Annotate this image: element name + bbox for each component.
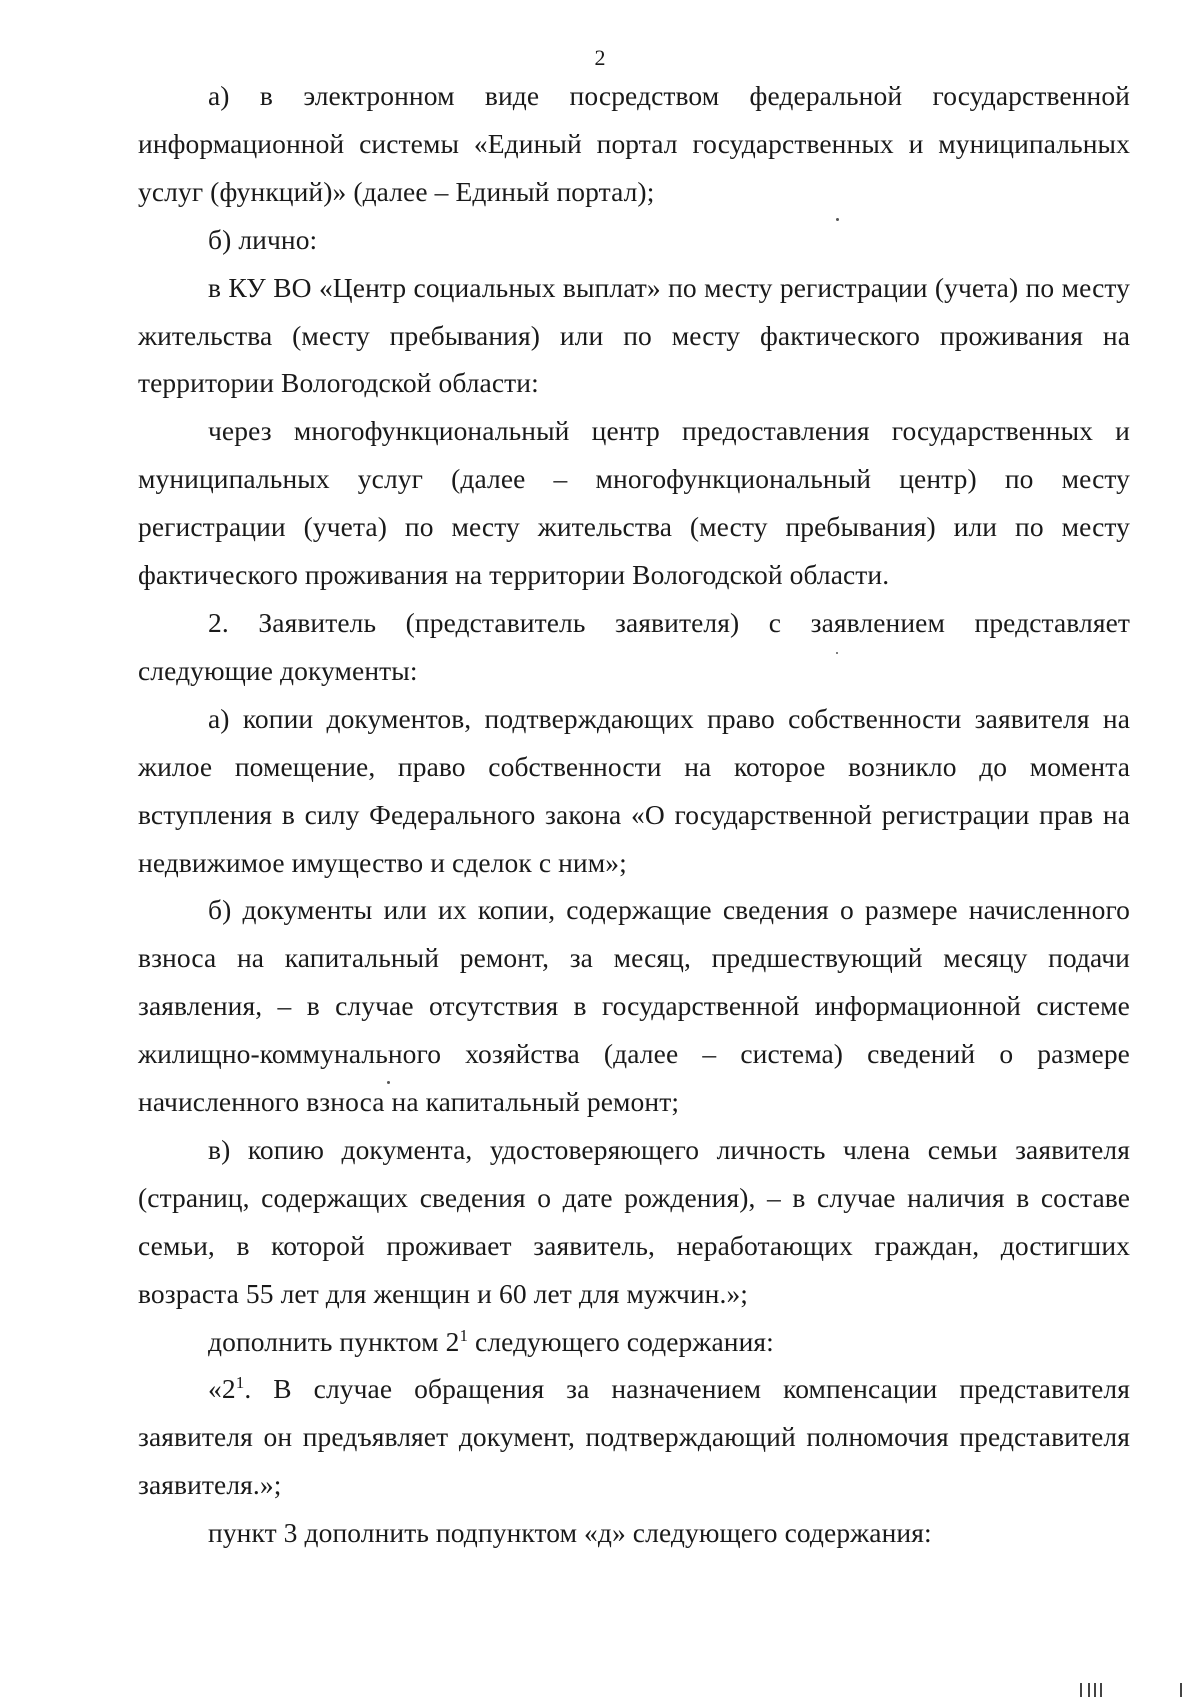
paragraph-multifunctional-center: через многофункциональный центр предоставления государственных и муниципальных услуг (далее – многофункциональный центр) по месту регистрации (учета) по месту жительства (месту пребывания) или по месту фактического проживания на территории Вологодской области. (138, 415, 1130, 591)
paragraph-family-member-id: в) копию документа, удостоверяющего личность члена семьи заявителя (страниц, содержащих сведения о дате рождения), – в случае наличия в составе семьи, в которой проживает заявитель, неработающих граждан, достигших возраста 55 лет для женщин и 60 лет для мужчин.»; (138, 1133, 1130, 1309)
scan-speck (836, 652, 838, 654)
paragraph-capital-repair-fee: б) документы или их копии, содержащие сведения о размере начисленного взноса на капитальный ремонт, за месяц, предшествующий месяцу подачи заявления, – в случае отсутствия в государственной информационной системе жилищно-коммунального хозяйства (далее – система) сведений о размере начисленного взноса на капитальный ремонт; (138, 894, 1130, 1118)
paragraph-add-item-2-1 (138, 1318, 1130, 1366)
text-fragment: . В случае обращения за назначением компенсации представителя заявителя он предъявляет документ, подтверждающий полномочия представителя заявителя.»; (138, 1373, 1130, 1501)
paragraph-ownership-copies: а) копии документов, подтверждающих право собственности заявителя на жилое помещение, право собственности на которое возникло до момента вступления в силу Федерального закона «О государственной регистрации прав на недвижимое имущество и сделок с ним»; (138, 702, 1130, 878)
scan-mark (1100, 1683, 1102, 1697)
scan-mark (1080, 1683, 1082, 1697)
scan-speck (387, 1081, 390, 1084)
paragraph-electronic-submission: а) в электронном виде посредством федеральной государственной информационной системы «Единый портал государственных и муниципальных услуг (функций)» (далее – Единый портал); (138, 80, 1130, 207)
text-fragment: следующего содержания: (468, 1325, 774, 1357)
text-fragment: дополнить пунктом 2 (208, 1325, 460, 1357)
document-body (138, 72, 1130, 1557)
superscript: 1 (459, 1325, 469, 1345)
superscript: 1 (235, 1373, 245, 1393)
paragraph-item-3-addition: пункт 3 дополнить подпунктом «д» следующего содержания: (208, 1517, 932, 1549)
scan-speck (836, 218, 839, 221)
scan-edge-marks (1060, 1681, 1190, 1697)
scan-mark (1180, 1683, 1182, 1697)
paragraph-required-documents: 2. Заявитель (представитель заявителя) с заявлением представляет следующие документы: (138, 606, 1130, 686)
paragraph-social-payments-center: в КУ ВО «Центр социальных выплат» по месту регистрации (учета) по месту жительства (месту пребывания) или по месту фактического проживания на территории Вологодской области: (138, 271, 1130, 399)
scan-mark (1088, 1683, 1090, 1697)
page-number: 2 (594, 45, 606, 70)
text-fragment: «2 (208, 1373, 236, 1405)
scan-mark (1094, 1683, 1096, 1697)
paragraph-in-person: б) лично: (208, 223, 318, 255)
paragraph-item-2-1 (138, 1365, 1130, 1509)
